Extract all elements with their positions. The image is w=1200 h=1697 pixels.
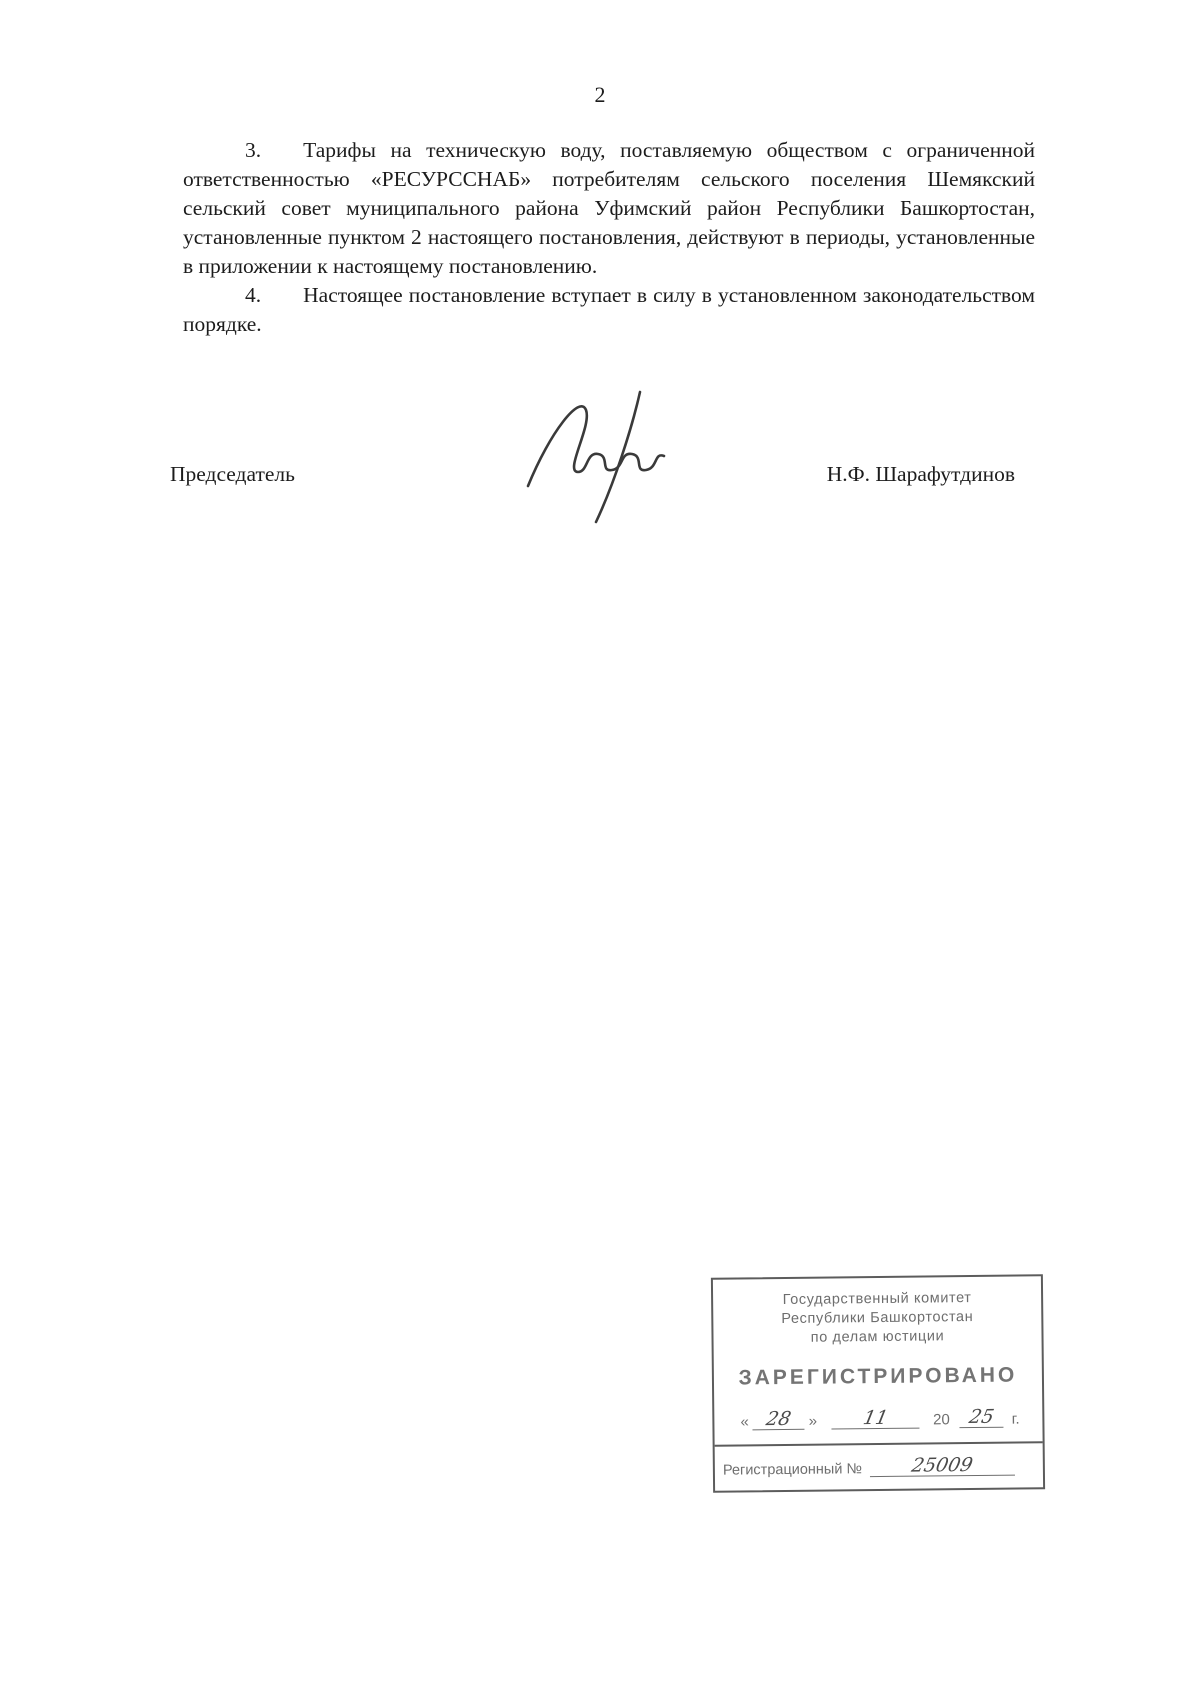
- signature-title: Председатель: [170, 462, 295, 486]
- stamp-close-quote: »: [808, 1412, 818, 1430]
- paragraph-text: Настоящее постановление вступает в силу в установленном законодательством порядке.: [183, 283, 1035, 336]
- stamp-open-quote: «: [740, 1413, 749, 1431]
- stamp-day-value: 28: [764, 1407, 794, 1431]
- paragraph: [183, 136, 1035, 281]
- stamp-day-underline: [753, 1407, 805, 1431]
- page-number: 2: [594, 82, 606, 107]
- stamp-year-underline: [960, 1405, 1004, 1429]
- registration-stamp: [711, 1274, 1045, 1492]
- stamp-org-line: Республики Башкортостан: [781, 1308, 974, 1328]
- stamp-registration-row: [715, 1441, 1043, 1490]
- stamp-date-row: [740, 1407, 1028, 1430]
- stamp-year-value: 25: [967, 1405, 997, 1429]
- stamp-month-value: 11: [860, 1406, 890, 1430]
- stamp-month-underline: [831, 1406, 919, 1430]
- paragraph-number: 4.: [245, 283, 262, 307]
- paragraph-number: 3.: [245, 138, 262, 162]
- stamp-registered-label: ЗАРЕГИСТРИРОВАНО: [738, 1363, 1018, 1390]
- body-text: [183, 136, 1035, 339]
- stamp-century: 20: [932, 1411, 950, 1429]
- stamp-registration-label: Регистрационный №: [722, 1461, 863, 1479]
- stamp-org-line: Государственный комитет: [782, 1290, 972, 1308]
- signature-block: [170, 440, 1015, 590]
- stamp-org-line: по делам юстиции: [810, 1328, 945, 1346]
- stamp-registration-number: 25009: [910, 1453, 976, 1477]
- signature-name: Н.Ф. Шарафутдинов: [826, 462, 1015, 486]
- paragraph-text: Тарифы на техническую воду, поставляемую обществом с ограниченной ответственностью «РЕСУРССНАБ» потребителям сельского поселения Шемякский сельский совет муниципального района Уфимский район Республики Башкортостан, установленные пунктом 2 настоящего постановления, действуют в периоды, установленные в приложении к настоящему постановлению.: [183, 138, 1035, 278]
- signature-ink: [522, 388, 672, 528]
- stamp-year-suffix: г.: [1011, 1410, 1020, 1428]
- paragraph: [183, 281, 1035, 339]
- stamp-organization: [713, 1276, 1042, 1348]
- stamp-registration-underline: [870, 1453, 1015, 1478]
